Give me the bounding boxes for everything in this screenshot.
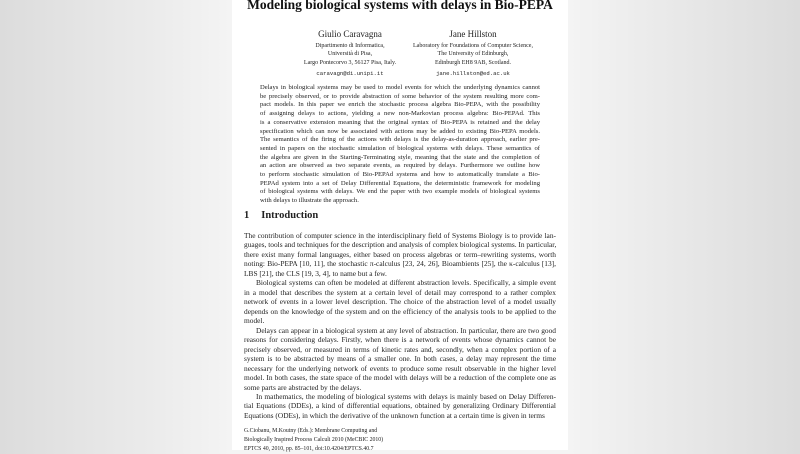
author-affiliation: Largo Pontecorvo 3, 56127 Pisa, Italy. (303, 59, 397, 66)
text-line: an action are observed as two separate events, as required by delays. Furthermore we outline how (260, 162, 540, 170)
text-line: In mathematics, the modeling of biological systems with delays is mainly based on Delay Differen- (256, 391, 556, 401)
author-affiliation: Dipartimento di Informatica, (315, 43, 385, 49)
footer-line: G.Ciobanu, M.Koutny (Eds.): Membrane Computing and (244, 428, 378, 434)
abstract (260, 84, 540, 206)
text-line: with delays to illustrate the approach. (260, 197, 359, 205)
body-text (244, 231, 556, 420)
text-line: model. In both cases, the state space of the model with delays will be a reduction of the complete one as (244, 373, 556, 383)
author-name: Giulio Caravagna (318, 29, 382, 39)
author-email: jane.hillston@ed.ac.uk (436, 70, 510, 78)
paper-title: Modeling biological systems with delays in Bio-PEPA (247, 0, 553, 12)
author-affiliation: The University of Edinburgh, (437, 51, 509, 58)
author-email: caravagn@di.unipi.it (316, 70, 384, 78)
text-line: be precisely observed, or to provide abstraction of some behavior of the system resulting more com- (260, 92, 540, 100)
author-affiliation: Laboratory for Foundations of Computer Science, (413, 43, 533, 49)
text-line: pact models. In this paper we enrich the stochastic process algebra Bio-PEPA, with the possibility (260, 101, 540, 109)
text-line: precisely observed, or measured in terms of kinetic rates and, secondly, when a complex portion of a (244, 344, 556, 354)
text-line: Delays in biological systems may be used to model events for which the underlying dynamics cannot (260, 84, 540, 91)
text-line: PEPAd system into a set of Delay Differential Equations, the deterministic framework for modeling (260, 179, 540, 187)
text-line: The contribution of computer science in the interdisciplinary field of Systems Biology is to provide lan- (244, 231, 556, 240)
text-line: LBS [21], the CLS [19, 3, 4], to name but a few. (244, 268, 387, 278)
text-line: Biological systems can often be modeled at different abstraction levels. Specifically, a simple event (256, 278, 556, 288)
text-line: depends on the knowledge of the system and on the efficiency of the analysis tools to be applied to the (244, 306, 556, 316)
text-line: noting: Bio-PEPA [10, 11], the stochastic π-calculus [23, 24, 26], Bioambients [25], the κ-calculus [13], (244, 259, 556, 269)
text-line: there exist many formal languages, either based on process algebras or term–rewriting systems, worth (244, 249, 556, 259)
text-line: Delays can appear in a biological system at any level of abstraction. In particular, there are two good (256, 325, 556, 335)
author-affiliation: Edinburgh EH8 9AB, Scotland. (434, 59, 512, 66)
text-line: The semantics of the firing of the actions with delays is the delay-as-duration approach, earlier pre- (260, 136, 540, 144)
text-line: necessary for the underlying network of events to produce some result observable in the higher level (244, 363, 556, 373)
text-line: Equations (ODEs), in which the derivative of the unknown function at a certain time is given in terms (244, 410, 545, 420)
text-line: of biological systems with delays. We end the paper with two example models of biological systems (260, 188, 540, 196)
text-line: model. (244, 316, 265, 326)
footer-line: Biologically Inspired Process Calculi 2010 (MeCBIC 2010) (244, 437, 384, 443)
section-title: Introduction (261, 210, 319, 221)
author-name: Jane Hillston (449, 29, 497, 39)
author-affiliation: Università di Pisa, (327, 51, 373, 58)
text-line: is a conservative extension meaning that the original syntax of Bio-PEPA is retained and the delay (260, 118, 540, 126)
text-line: network of events in a lower level description. The choice of the abstraction level of a model usually (244, 297, 556, 307)
text-line: guages, tools and techniques for the description and analysis of complex biological systems. In particular, (244, 240, 557, 250)
footer-line: EPTCS 40, 2010, pp. 85–101, doi:10.4204/EPTCS.40.7 (244, 446, 374, 452)
section-number: 1 (244, 210, 250, 221)
text-line: some parts are abstracted by the delays. (244, 382, 362, 392)
text-line: in a model that describes the system at a certain level of detail may correspond to a rather complex (244, 287, 556, 297)
text-line: specification which can now be associated with actions may be added to existing Bio-PEPA models. (260, 127, 540, 135)
text-line: of assigning delays to actions, yielding a new non-Markovian process algebra: Bio-PEPAd. This (260, 110, 540, 118)
text-line: the algebra are given in the Starting-Terminating style, meaning that the state and the completion of (260, 153, 540, 161)
author-2 (358, 28, 588, 79)
text-line: system is to be abstracted by means of a smaller one. In both cases, a delay may represent the time (244, 354, 556, 364)
text-line: sented in papers on the stochastic simulation of biological systems with delays. These semantics of (260, 144, 540, 152)
text-line: to perform stochastic simulation of Bio-PEPAd systems and how to automatically translate a Bio- (260, 171, 540, 179)
text-line: tial Equations (DDEs), a kind of differential equations, obtained by generalizing Ordinary Differential (244, 401, 556, 411)
section-heading (244, 210, 330, 221)
text-line: reasons for considering delays. Firstly, when there is a network of events whose dynamics cannot be (244, 335, 556, 345)
